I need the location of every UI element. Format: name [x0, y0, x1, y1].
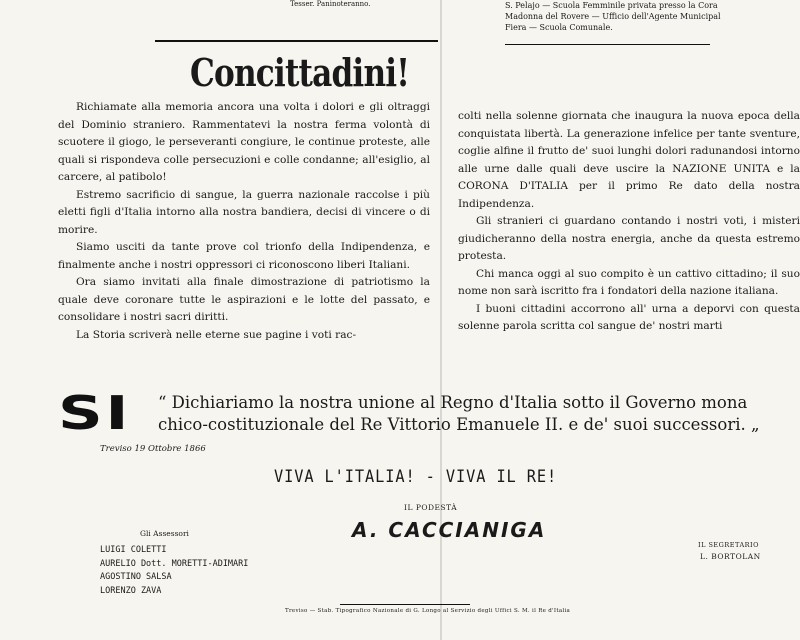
paragraph: Siamo usciti da tante prove col trionfo della Indipendenza, e finalmente anche i nostri oppressori ci riconoscono liberi Italiani. [58, 241, 430, 271]
right-column [458, 108, 800, 336]
paragraph: colti nella solenne giornata che inaugura la nuova epoca della conquistata libertà. La generazione infelice per tante sventure, coglie alfine il frutto de' suoi lunghi dolori radunandosi intorno alle urne dalle quali deve uscire la NAZIONE UNITA e la CORONA D'ITALIA per il primo Re dato della nostra Indipendenza. [458, 110, 800, 210]
left-column [58, 99, 430, 344]
assessori-title: Gli Assessori [140, 529, 189, 538]
paragraph: Gli stranieri ci guardano contando i nostri voti, i misteri giudicheranno della nostra energia, anche da questa estremo protesta. [458, 215, 800, 262]
paragraph: Ora siamo invitati alla finale dimostrazione di patriotismo la quale deve coronare tutte le aspirazioni e le lotte del passato, e consolidare i nostri sacri diritti. [58, 276, 430, 323]
top-rule-left [155, 40, 438, 42]
top-fragment: Tesser. Paninoteranno. [290, 0, 371, 8]
page-title: Concittadini! [190, 50, 410, 95]
paper-fold [440, 0, 442, 640]
top-list-item: Madonna del Rovere — Ufficio dell'Agente Municipal [505, 12, 721, 21]
paragraph: Richiamate alla memoria ancora una volta i dolori e gli oltraggi del Dominio straniero. Rammentatevi la nostra ferma volontà di scuotere il giogo, le perseveranti congiure, le continue proteste, alle quali si rispondeva colle persecuzioni e colle condanne; all'esiglio, al carcere, al patibolo! [58, 101, 430, 183]
top-location-list [505, 0, 721, 33]
footer-rule [340, 604, 470, 605]
declaration-line: chico-costituzionale del Re Vittorio Emanuele II. e de' suoi successori. „ [158, 415, 760, 434]
top-list-item: Fiera — Scuola Comunale. [505, 23, 613, 32]
podesta-label: IL PODESTÀ [404, 503, 458, 512]
paragraph: I buoni cittadini accorrono all' urna a deporvi con questa solenne parola scritta col sangue de' nostri marti [458, 302, 800, 332]
assessore-name: LUIGI COLETTI [100, 545, 167, 555]
printer-footer: Treviso — Stab. Tipografico Nazionale di G. Longo al Servizio degli Uffici S. M. il Re d'Italia [285, 608, 571, 614]
podesta-name: A. CACCIANIGA [352, 518, 547, 542]
si-heading: SI [58, 386, 132, 440]
paragraph: La Storia scriverà nelle eterne sue pagine i voti rac- [76, 328, 357, 341]
declaration [158, 392, 798, 436]
assessore-name: AGOSTINO SALSA [100, 572, 172, 582]
top-list-item: S. Pelajo — Scuola Femminile privata presso la Cora [505, 1, 718, 10]
segretario-label: IL SEGRETARIO [698, 541, 759, 549]
paragraph: Estremo sacrificio di sangue, la guerra nazionale raccolse i più eletti figli d'Italia intorno alla nostra bandiera, decisi di vincere o di morire. [58, 188, 430, 236]
place-date: Treviso 19 Ottobre 1866 [100, 444, 206, 454]
segretario-name: L. BORTOLAN [700, 552, 761, 561]
assessore-name: LORENZO ZAVA [100, 585, 162, 596]
assessori-list [100, 544, 248, 598]
paragraph: Chi manca oggi al suo compito è un cattivo cittadino; il suo nome non sarà iscritto fra i fondatori della nazione italiana. [458, 267, 800, 297]
assessore-name: AURELIO Dott. MORETTI-ADIMARI [100, 558, 249, 569]
top-rule-right [505, 44, 710, 45]
declaration-line: “ Dichiariamo la nostra unione al Regno d'Italia sotto il Governo mona [158, 393, 748, 412]
viva-slogan: VIVA L'ITALIA! - VIVA IL RE! [274, 467, 558, 487]
